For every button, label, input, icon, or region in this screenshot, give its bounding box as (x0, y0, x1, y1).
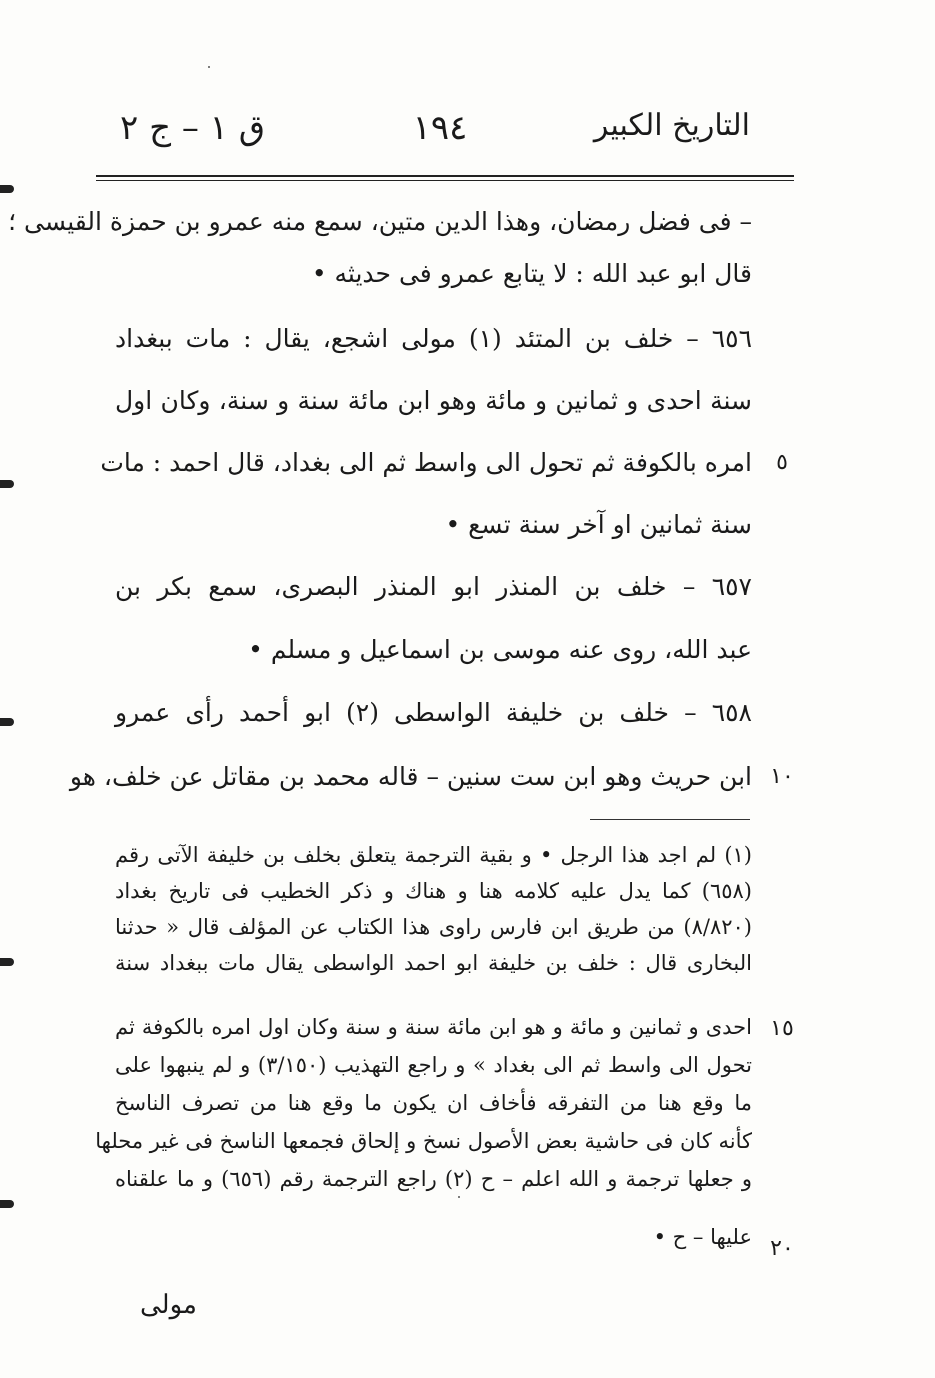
body-line: امره بالكوفة ثم تحول الى واسط ثم الى بغداد، قال احمد : مات (100, 448, 752, 477)
footnote-separator (590, 819, 750, 820)
entry-656-line: ٦٥٦ – خلف بن المتئد (١) مولى اشجع، يقال : مات ببغداد (115, 324, 753, 353)
page-number: ١٩٤ (412, 108, 468, 148)
binding-mark (0, 480, 14, 488)
footnote-line: تحول الى واسط ثم الى بغداد » و راجع التهذيب (٣/١٥٠) و لم ينبهوا على (115, 1053, 753, 1077)
running-title: التاريخ الكبير (593, 108, 750, 143)
footnote-line: (١) لم اجد هذا الرجل • و بقية الترجمة يتعلق بخلف بن خليفة الآتى رقم (115, 843, 752, 867)
footnote-line: عليها – ح • (653, 1225, 752, 1249)
line-number: ١٥ (770, 1016, 794, 1041)
body-line: عبد الله، روى عنه موسى بن اسماعيل و مسلم • (248, 635, 752, 664)
entry-657-line: ٦٥٧ – خلف بن المنذر ابو المنذر البصرى، سمع بكر بن (115, 572, 752, 601)
body-line: سنة ثمانين او آخر سنة تسع • (445, 510, 752, 539)
footnote-line: و جعلها ترجمة و الله اعلم – ح (٢) راجع الترجمة رقم (٦٥٦) و ما علقناه (115, 1167, 752, 1191)
footnote-line: كأنه كان فى حاشية بعض الأصول نسخ و إلحاق فجمعها الناسخ فى غير محلها (95, 1129, 752, 1153)
header-rule-thin (96, 180, 794, 181)
volume-marker: ق ١ – ج ٢ (120, 108, 266, 148)
catchword: مولى (140, 1290, 197, 1320)
footnote-line: (٨/٨٢٠) من طريق ابن فارس راوى هذا الكتاب عن المؤلف قال « حدثنا (115, 915, 752, 939)
footnote-line: البخارى قال : خلف بن خليفة ابو احمد الواسطى يقال مات ببغداد سنة (115, 951, 752, 975)
line-number: ٥ (776, 450, 788, 475)
paper-speck (208, 66, 210, 68)
footnote-line: ما وقع هنا من التفرقه فأخاف ان يكون ما وقع هنا من تصرف الناسخ (115, 1091, 752, 1115)
binding-mark (0, 185, 14, 193)
paper-speck (458, 1196, 460, 1198)
footnote-line: احدى و ثمانين و مائة و هو ابن مائة سنة و سنة وكان اول امره بالكوفة ثم (115, 1015, 752, 1039)
footnote-line: (٦٥٨) كما يدل عليه كلامه هنا و هناك و ذكر الخطيب فى تاريخ بغداد (115, 879, 752, 903)
line-number: ٢٠ (770, 1236, 794, 1261)
body-line: قال ابو عبد الله : لا يتابع عمرو فى حديثه • (311, 259, 752, 288)
line-number: ١٠ (770, 764, 794, 789)
body-line: سنة احدى و ثمانين و مائة وهو ابن مائة سنة و سنة، وكان اول (115, 386, 752, 415)
header-rule-thick (96, 175, 794, 177)
binding-mark (0, 718, 14, 726)
binding-mark (0, 1200, 14, 1208)
binding-mark (0, 958, 14, 966)
entry-658-line: ٦٥٨ – خلف بن خليفة الواسطى (٢) ابو أحمد رأى عمرو (115, 698, 752, 727)
body-line: ابن حريث وهو ابن ست سنين – قاله محمد بن مقاتل عن خلف، هو (69, 762, 752, 791)
body-line: – فى فضل رمضان، وهذا الدين متين، سمع منه عمرو بن حمزة القيسى ؛ (8, 207, 752, 236)
